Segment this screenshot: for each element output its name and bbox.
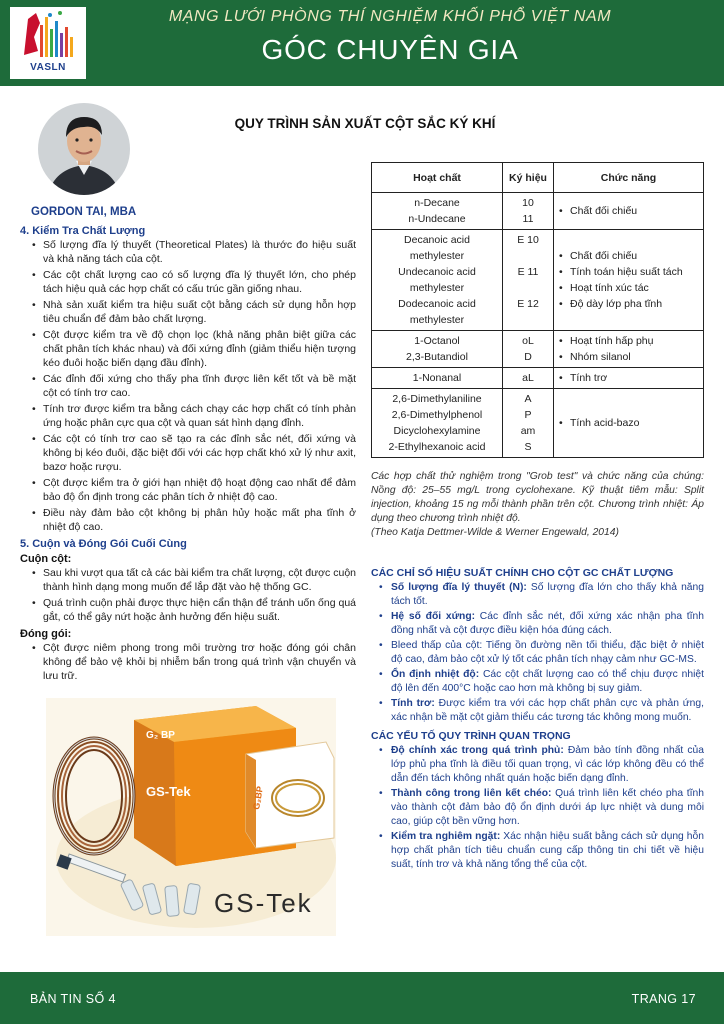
box-side-label: G₂BP	[251, 785, 266, 811]
caption-source: (Theo Katja Dettmer-Wilde & Werner Engewald, 2014)	[371, 527, 619, 538]
list-item: • Tính trơ: Được kiểm tra với các hợp chất phân cực và phản ứng, xác nhận bề mặt cột giảm thiểu các tương tác không mong muốn.	[379, 697, 704, 725]
page-number: TRANG 17	[631, 992, 696, 1006]
column-header: Ký hiệu	[503, 163, 554, 193]
author-avatar	[38, 103, 130, 195]
function-cell: • Hoạt tính hấp phụ • Nhóm silanol	[554, 331, 704, 368]
logo-text: VASLN	[30, 62, 66, 73]
compound-cell: Decanoic acid methylester Undecanoic acid methylester Dodecanoic acid methylester	[372, 230, 503, 331]
table-row	[372, 331, 704, 368]
factors-heading: CÁC YẾU TỐ QUY TRÌNH QUAN TRỌNG	[371, 730, 571, 742]
article-title: QUY TRÌNH SẢN XUẤT CỘT SẮC KÝ KHÍ	[234, 116, 496, 131]
header-bar	[0, 0, 724, 86]
symbol-cell: oL D	[503, 331, 554, 368]
author-name: GORDON TAI, MBA	[31, 206, 137, 218]
list-item: • Hệ số đối xứng: Các đỉnh sắc nét, đối xứng xác nhận pha tĩnh đồng nhất và cột được điều kiện hóa đúng cách.	[379, 610, 704, 638]
logo-graphic-icon	[10, 7, 86, 63]
column-header: Hoạt chất	[372, 163, 503, 193]
footer-bar	[0, 972, 724, 1024]
table-header-row	[372, 163, 704, 193]
left-column	[20, 224, 356, 686]
column-header: Chức năng	[554, 163, 704, 193]
coiling-label: Cuộn cột:	[20, 553, 72, 565]
table-row	[372, 368, 704, 389]
list-item: • Kiểm tra nghiêm ngặt: Xác nhận hiệu suất bằng cách sử dụng hỗn hợp chất phân tích tiêu chuẩn cung cấp thông tin chi tiết về hiệu suất, tính trơ và khả năng tổng thể của cột.	[379, 830, 704, 872]
compound-cell: 2,6-Dimethylaniline 2,6-Dimethylphenol Dicyclohexylamine 2-Ethylhexanoic acid	[372, 389, 503, 458]
list-item: • Cột được kiểm tra về độ chọn lọc (khả năng phân biệt giữa các chất phân tích khác nhau) và đối xứng đỉnh (giảm thiểu hiện tượng kéo đuôi hoặc biến dạng đầu đỉnh).	[32, 328, 356, 370]
function-cell: • Chất đối chiếu • Tính toán hiệu suất tách • Hoạt tính xúc tác • Độ dày lớp pha tĩnh	[554, 230, 704, 331]
list-item: • Bleed thấp của cột: Tiếng ồn đường nền tối thiểu, đặc biệt ở nhiệt độ cao, đảm bảo cột xử lý tốt các phân tích nhạy cảm như GC-MS.	[379, 639, 704, 667]
grob-test-table	[371, 162, 704, 458]
compound-cell: n-Decane n-Undecane	[372, 193, 503, 230]
list-item: • Số lượng đĩa lý thuyết (N): Số lượng đĩa lớn cho thấy khả năng tách tốt.	[379, 581, 704, 609]
function-cell: • Chất đối chiếu	[554, 193, 704, 230]
compound-cell: 1-Octanol 2,3-Butandiol	[372, 331, 503, 368]
quality-check-list	[20, 238, 356, 534]
table-caption	[371, 470, 704, 540]
list-item: • Cột được kiểm tra ở giới hạn nhiệt độ hoạt động cao nhất để đảm bảo độ ổn định trong các phân tích ở nhiệt độ cao.	[32, 476, 356, 504]
box-label: G₂ BP	[146, 730, 175, 741]
coiling-list	[20, 566, 356, 624]
vasln-logo	[10, 7, 86, 79]
list-item: • Độ chính xác trong quá trình phủ: Đảm bảo tính đồng nhất của lớp phủ pha tĩnh là điều tối quan trọng, vì các lớp không đều có thể dẫn đến tách không nhất quán hoặc biến dạng đỉnh.	[379, 744, 704, 786]
symbol-cell: 10 11	[503, 193, 554, 230]
list-item: • Số lượng đĩa lý thuyết (Theoretical Plates) là thước đo hiệu suất và khả năng tách của cột.	[32, 238, 356, 266]
packing-list	[20, 641, 356, 683]
function-cell: • Tính acid-bazo	[554, 389, 704, 458]
caption-text: Các hợp chất thử nghiệm trong "Grob test" và chức năng của chúng: Nồng độ: 25–55 mg/L trong cyclohexane. Kỹ thuật tiêm mẫu: Split injection, khoảng 15 ng mỗi thành phần trên cột. Chương trình nhiệt: Áp dụng theo chương trình nhiệt độ.	[371, 471, 704, 524]
function-cell: • Tính trơ	[554, 368, 704, 389]
right-column	[371, 566, 704, 876]
gc-column-product-image	[46, 698, 336, 936]
list-item: • Các đỉnh đối xứng cho thấy pha tĩnh được liên kết tốt và bề mặt cột có tính trơ cao.	[32, 372, 356, 400]
factors-list	[371, 744, 704, 872]
compound-cell: 1-Nonanal	[372, 368, 503, 389]
list-item: • Điều này đảm bảo cột không bị phân hủy hoặc mất pha tĩnh ở nhiệt độ cao.	[32, 506, 356, 534]
list-item: • Nhà sản xuất kiểm tra hiệu suất cột bằng cách sử dụng hỗn hợp tiêu chuẩn để đảm bảo chất lượng.	[32, 298, 356, 326]
issue-number: BẢN TIN SỐ 4	[30, 992, 116, 1006]
box-brand: GS-Tek	[146, 784, 191, 799]
section-heading-quality-check: 4. Kiểm Tra Chất Lượng	[20, 225, 146, 237]
list-item: • Sau khi vượt qua tất cả các bài kiểm tra chất lượng, cột được cuộn thành hình dạng mong muốn để lắp đặt vào hệ thống GC.	[32, 566, 356, 594]
list-item: • Các cột chất lượng cao có số lượng đĩa lý thuyết lớn, cho phép tách hiệu quả các hợp chất có cấu trúc gần giống nhau.	[32, 268, 356, 296]
gs-tek-brand: GS-Tek	[214, 888, 313, 918]
indicators-list	[371, 581, 704, 725]
indicators-heading: CÁC CHỈ SỐ HIỆU SUẤT CHÍNH CHO CỘT GC CHẤT LƯỢNG	[371, 567, 674, 579]
symbol-cell: A P am S	[503, 389, 554, 458]
packing-label: Đóng gói:	[20, 628, 72, 640]
table-row	[372, 230, 704, 331]
page-section-title: GÓC CHUYÊN GIA	[261, 34, 519, 65]
list-item: • Ổn định nhiệt độ: Các cột chất lượng cao có thể chịu được nhiệt độ lên đến 400°C hoặc cao hơn mà không bị suy giảm.	[379, 668, 704, 696]
list-item: • Cột được niêm phong trong môi trường trơ hoặc đóng gói chân không để bảo vệ khỏi bị nhiễm bẩn trong quá trình vận chuyển và lưu trữ.	[32, 641, 356, 683]
list-item: • Thành công trong liên kết chéo: Quá trình liên kết chéo pha tĩnh vào thành cột đảm bảo độ ổn định dưới áp lực nhiệt và dung môi cao, giúp cột bền vững hơn.	[379, 787, 704, 829]
symbol-cell: E 10 E 11 E 12	[503, 230, 554, 331]
list-item: • Các cột có tính trơ cao sẽ tạo ra các đỉnh sắc nét, đối xứng và không bị kéo đuôi, đặc biệt đối với các hợp chất khó xử lý như axit, bazơ hoặc rượu.	[32, 432, 356, 474]
list-item: • Quá trình cuộn phải được thực hiện cẩn thận để tránh uốn ống quá gắt, có thể gây nứt hoặc ảnh hưởng đến hiệu suất.	[32, 596, 356, 624]
list-item: • Tính trơ được kiểm tra bằng cách chạy các hợp chất có tính phản ứng hoặc phân cực qua cột và quan sát hình dạng đỉnh.	[32, 402, 356, 430]
table-row	[372, 389, 704, 458]
network-name: MẠNG LƯỚI PHÒNG THÍ NGHIỆM KHỐI PHỔ VIỆT NAM	[168, 8, 612, 25]
section-heading-coiling-packing: 5. Cuộn và Đóng Gói Cuối Cùng	[20, 538, 187, 550]
table-row	[372, 193, 704, 230]
symbol-cell: aL	[503, 368, 554, 389]
